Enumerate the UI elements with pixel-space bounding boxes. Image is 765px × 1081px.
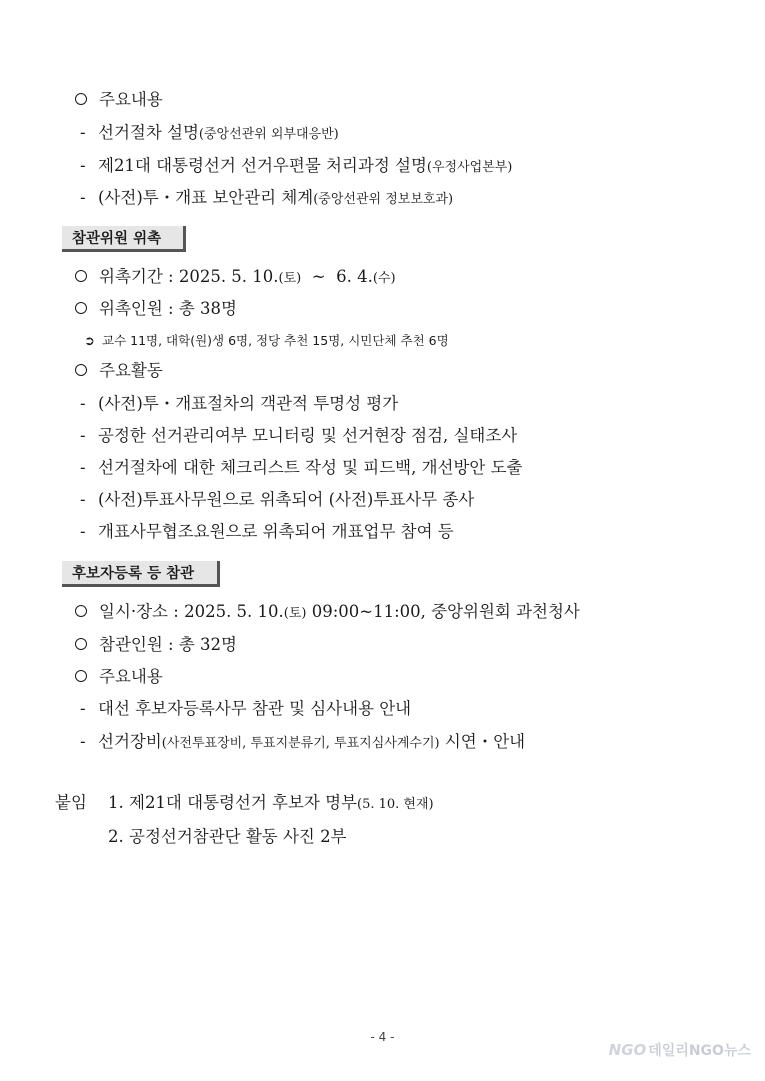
- watermark: NGO 데일리NGO뉴스: [608, 1041, 751, 1059]
- main-content-heading: 주요내용: [75, 666, 163, 688]
- list-item: - (사전)투・개표절차의 객관적 투명성 평가: [80, 394, 399, 413]
- circle-bullet-icon: [75, 638, 87, 650]
- circle-bullet-icon: [75, 93, 87, 105]
- list-item: - 제21대 대통령선거 선거우편물 처리과정 설명(우정사업본부): [80, 156, 513, 175]
- commission-members: 위촉인원 : 총 38명: [75, 298, 237, 320]
- observer-count: 참관인원 : 총 32명: [75, 634, 237, 656]
- list-item: - 선거절차 설명(중앙선관위 외부대응반): [80, 123, 339, 142]
- list-item: - (사전)투・개표 보안관리 체계(중앙선관위 정보보호과): [80, 188, 454, 207]
- list-item: - (사전)투표사무원으로 위촉되어 (사전)투표사무 종사: [80, 490, 475, 509]
- circle-bullet-icon: [75, 364, 87, 376]
- main-content-heading: 주요내용: [75, 89, 163, 111]
- main-activities-heading: 주요활동: [75, 360, 163, 382]
- circle-bullet-icon: [75, 302, 87, 314]
- members-breakdown: ➲ 교수 11명, 대학(원)생 6명, 정당 추천 15명, 시민단체 추천 6명: [84, 330, 449, 353]
- curved-arrow-icon: ➲: [84, 334, 95, 349]
- attachment-item: 1. 제21대 대통령선거 후보자 명부(5. 10. 현재): [108, 793, 434, 812]
- attachment-label: 붙임: [55, 793, 87, 812]
- circle-bullet-icon: [75, 605, 87, 617]
- page-number: - 4 -: [370, 1030, 395, 1044]
- list-item: - 선거장비(사전투표장비, 투표지분류기, 투표지심사계수기) 시연・안내: [80, 732, 526, 751]
- list-item: - 개표사무협조요원으로 위촉되어 개표업무 참여 등: [80, 522, 454, 541]
- list-item: - 대선 후보자등록사무 참관 및 심사내용 안내: [80, 699, 412, 718]
- list-item: - 선거절차에 대한 체크리스트 작성 및 피드백, 개선방안 도출: [80, 458, 523, 477]
- ngo-logo-icon: NGO: [608, 1041, 647, 1059]
- commission-period: 위촉기간 : 2025. 5. 10.(토) ~ 6. 4.(수): [75, 266, 396, 290]
- circle-bullet-icon: [75, 270, 87, 282]
- section-header-observer-commission: 참관위원 위촉: [62, 226, 186, 252]
- list-item: - 공정한 선거관리여부 모니터링 및 선거현장 점검, 실태조사: [80, 426, 518, 445]
- date-place: 일시·장소 : 2025. 5. 10.(토) 09:00~11:00, 중앙위원회 과천청사: [75, 601, 580, 625]
- attachment-item: 2. 공정선거참관단 활동 사진 2부: [108, 827, 347, 846]
- section-header-candidate-registration: 후보자등록 등 참관: [62, 561, 220, 587]
- circle-bullet-icon: [75, 670, 87, 682]
